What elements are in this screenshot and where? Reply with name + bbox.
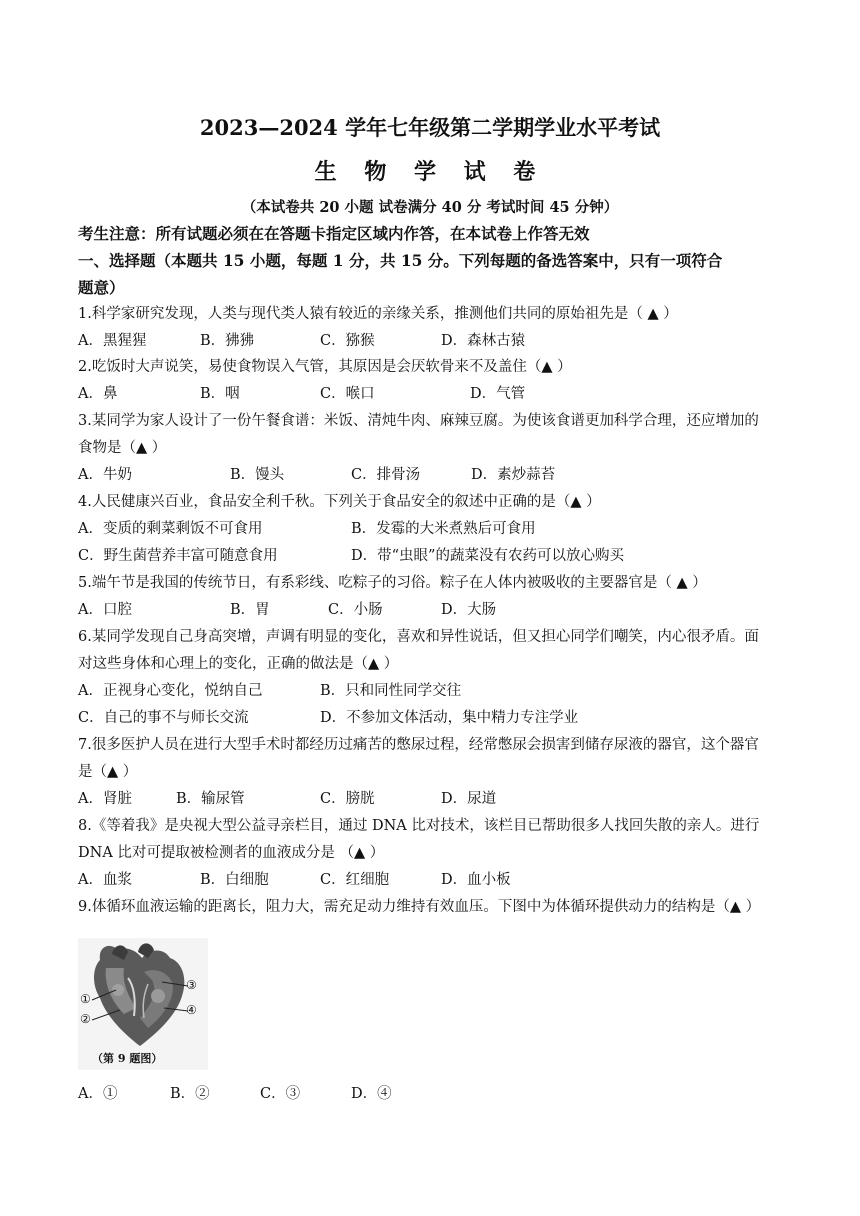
question-6-option-c: C．自己的事不与师长交流 (78, 710, 249, 726)
question-9-stem: 9.体循环血液运输的距离长，阻力大，需充足动力维持有效血压。下图中为体循环提供动力的结构是（▲ ） (78, 899, 761, 915)
question-4-option-c: C．野生菌营养丰富可随意食用 (78, 548, 278, 564)
question-2-option-b: B．咽 (200, 386, 240, 402)
figure-caption: （第 9 题图） (92, 1052, 163, 1065)
question-3-option-d: D．素炒蒜苔 (471, 467, 556, 483)
question-4-option-d: D．带“虫眼”的蔬菜没有农药可以放心购买 (351, 548, 624, 564)
question-7-stem: 7.很多医护人员在进行大型手术时都经历过痛苦的憋尿过程，经常憋尿会损害到储存尿液的器官，这个器官 (78, 737, 759, 753)
question-3-stem-cont: 食物是（▲ ） (78, 440, 167, 456)
question-8-option-b: B．白细胞 (200, 872, 269, 888)
question-1-option-b: B．狒狒 (200, 333, 255, 349)
exam-info: （本试卷共 20 小题 试卷满分 40 分 考试时间 45 分钟） (241, 199, 619, 216)
question-9-option-d: D．④ (351, 1086, 392, 1102)
question-3-option-c: C．排骨汤 (351, 467, 421, 483)
question-4-option-b: B．发霉的大米煮熟后可食用 (351, 521, 536, 537)
question-2-option-c: C．喉口 (320, 386, 375, 402)
heart-label-2: ② (80, 1012, 91, 1026)
question-9-option-b: B．② (170, 1086, 210, 1102)
question-7-stem-cont: 是（▲ ） (78, 764, 138, 780)
question-8-option-a: A．血浆 (78, 872, 132, 888)
question-3-option-b: B．馒头 (230, 467, 285, 483)
question-5-option-c: C．小肠 (328, 602, 383, 618)
heart-label-3: ③ (186, 978, 197, 992)
question-1-option-a: A．黑猩猩 (78, 333, 147, 349)
question-4-option-a: A．变质的剩菜剩饭不可食用 (78, 521, 263, 537)
heart-label-1: ① (80, 992, 91, 1006)
question-7-option-a: A．肾脏 (78, 791, 132, 807)
question-6-option-d: D．不参加文体活动，集中精力专注学业 (320, 710, 579, 726)
question-6-option-b: B．只和同性同学交往 (320, 683, 462, 699)
section1-heading: 一、选择题（本题共 15 小题，每题 1 分，共 15 分。下列每题的备选答案中，只有一项符合 (78, 251, 723, 270)
section1-heading-cont: 题意） (78, 278, 125, 297)
question-1-option-d: D．森林古猿 (441, 333, 526, 349)
question-2-option-d: D．气管 (470, 386, 526, 402)
heart-diagram-figure (78, 938, 208, 1070)
question-1-stem: 1.科学家研究发现，人类与现代类人猿有较近的亲缘关系，推测他们共同的原始祖先是（ ▲ ） (78, 306, 678, 322)
question-7-option-d: D．尿道 (441, 791, 497, 807)
heart-label-4: ④ (186, 1003, 197, 1017)
question-5-option-a: A．口腔 (78, 602, 132, 618)
question-4-stem: 4.人民健康兴百业，食品安全利千秋。下列关于食品安全的叙述中正确的是（▲ ） (78, 494, 601, 510)
question-6-stem: 6.某同学发现自己身高突增，声调有明显的变化，喜欢和异性说话，但又担心同学们嘲笑，内心很矛盾。面 (78, 629, 759, 645)
question-5-stem: 5.端午节是我国的传统节日，有系彩线、吃粽子的习俗。粽子在人体内被吸收的主要器官是（ ▲ ） (78, 575, 707, 591)
question-7-option-b: B．输尿管 (176, 791, 245, 807)
question-5-option-d: D．大肠 (441, 602, 497, 618)
question-8-stem-cont: DNA 比对可提取被检测者的血液成分是 （▲ ） (78, 845, 385, 861)
question-5-option-b: B．胃 (230, 602, 270, 618)
question-7-option-c: C．膀胱 (320, 791, 375, 807)
exam-subtitle: 生 物 学 试 卷 (314, 159, 546, 185)
question-9-option-c: C．③ (260, 1086, 301, 1102)
question-8-option-d: D．血小板 (441, 872, 511, 888)
exam-title: 2023—2024 学年七年级第二学期学业水平考试 (199, 115, 661, 140)
question-8-stem: 8.《等着我》是央视大型公益寻亲栏目，通过 DNA 比对技术，该栏目已帮助很多人找回失散的亲人。进行 (78, 818, 760, 834)
question-2-option-a: A．鼻 (78, 386, 118, 402)
question-3-stem: 3.某同学为家人设计了一份午餐食谱：米饭、清炖牛肉、麻辣豆腐。为使该食谱更加科学合理，还应增加的 (78, 413, 759, 429)
question-8-option-c: C．红细胞 (320, 872, 390, 888)
question-6-option-a: A．正视身心变化，悦纳自己 (78, 683, 263, 699)
question-1-option-c: C．猕猴 (320, 333, 375, 349)
candidate-notice: 考生注意：所有试题必须在在答题卡指定区域内作答，在本试卷上作答无效 (78, 224, 590, 243)
question-9-option-a: A．① (78, 1086, 118, 1102)
question-2-stem: 2.吃饭时大声说笑，易使食物误入气管，其原因是会厌软骨来不及盖住（▲ ） (78, 359, 572, 375)
question-3-option-a: A．牛奶 (78, 467, 132, 483)
question-6-stem-cont: 对这些身体和心理上的变化，正确的做法是（▲ ） (78, 656, 399, 672)
